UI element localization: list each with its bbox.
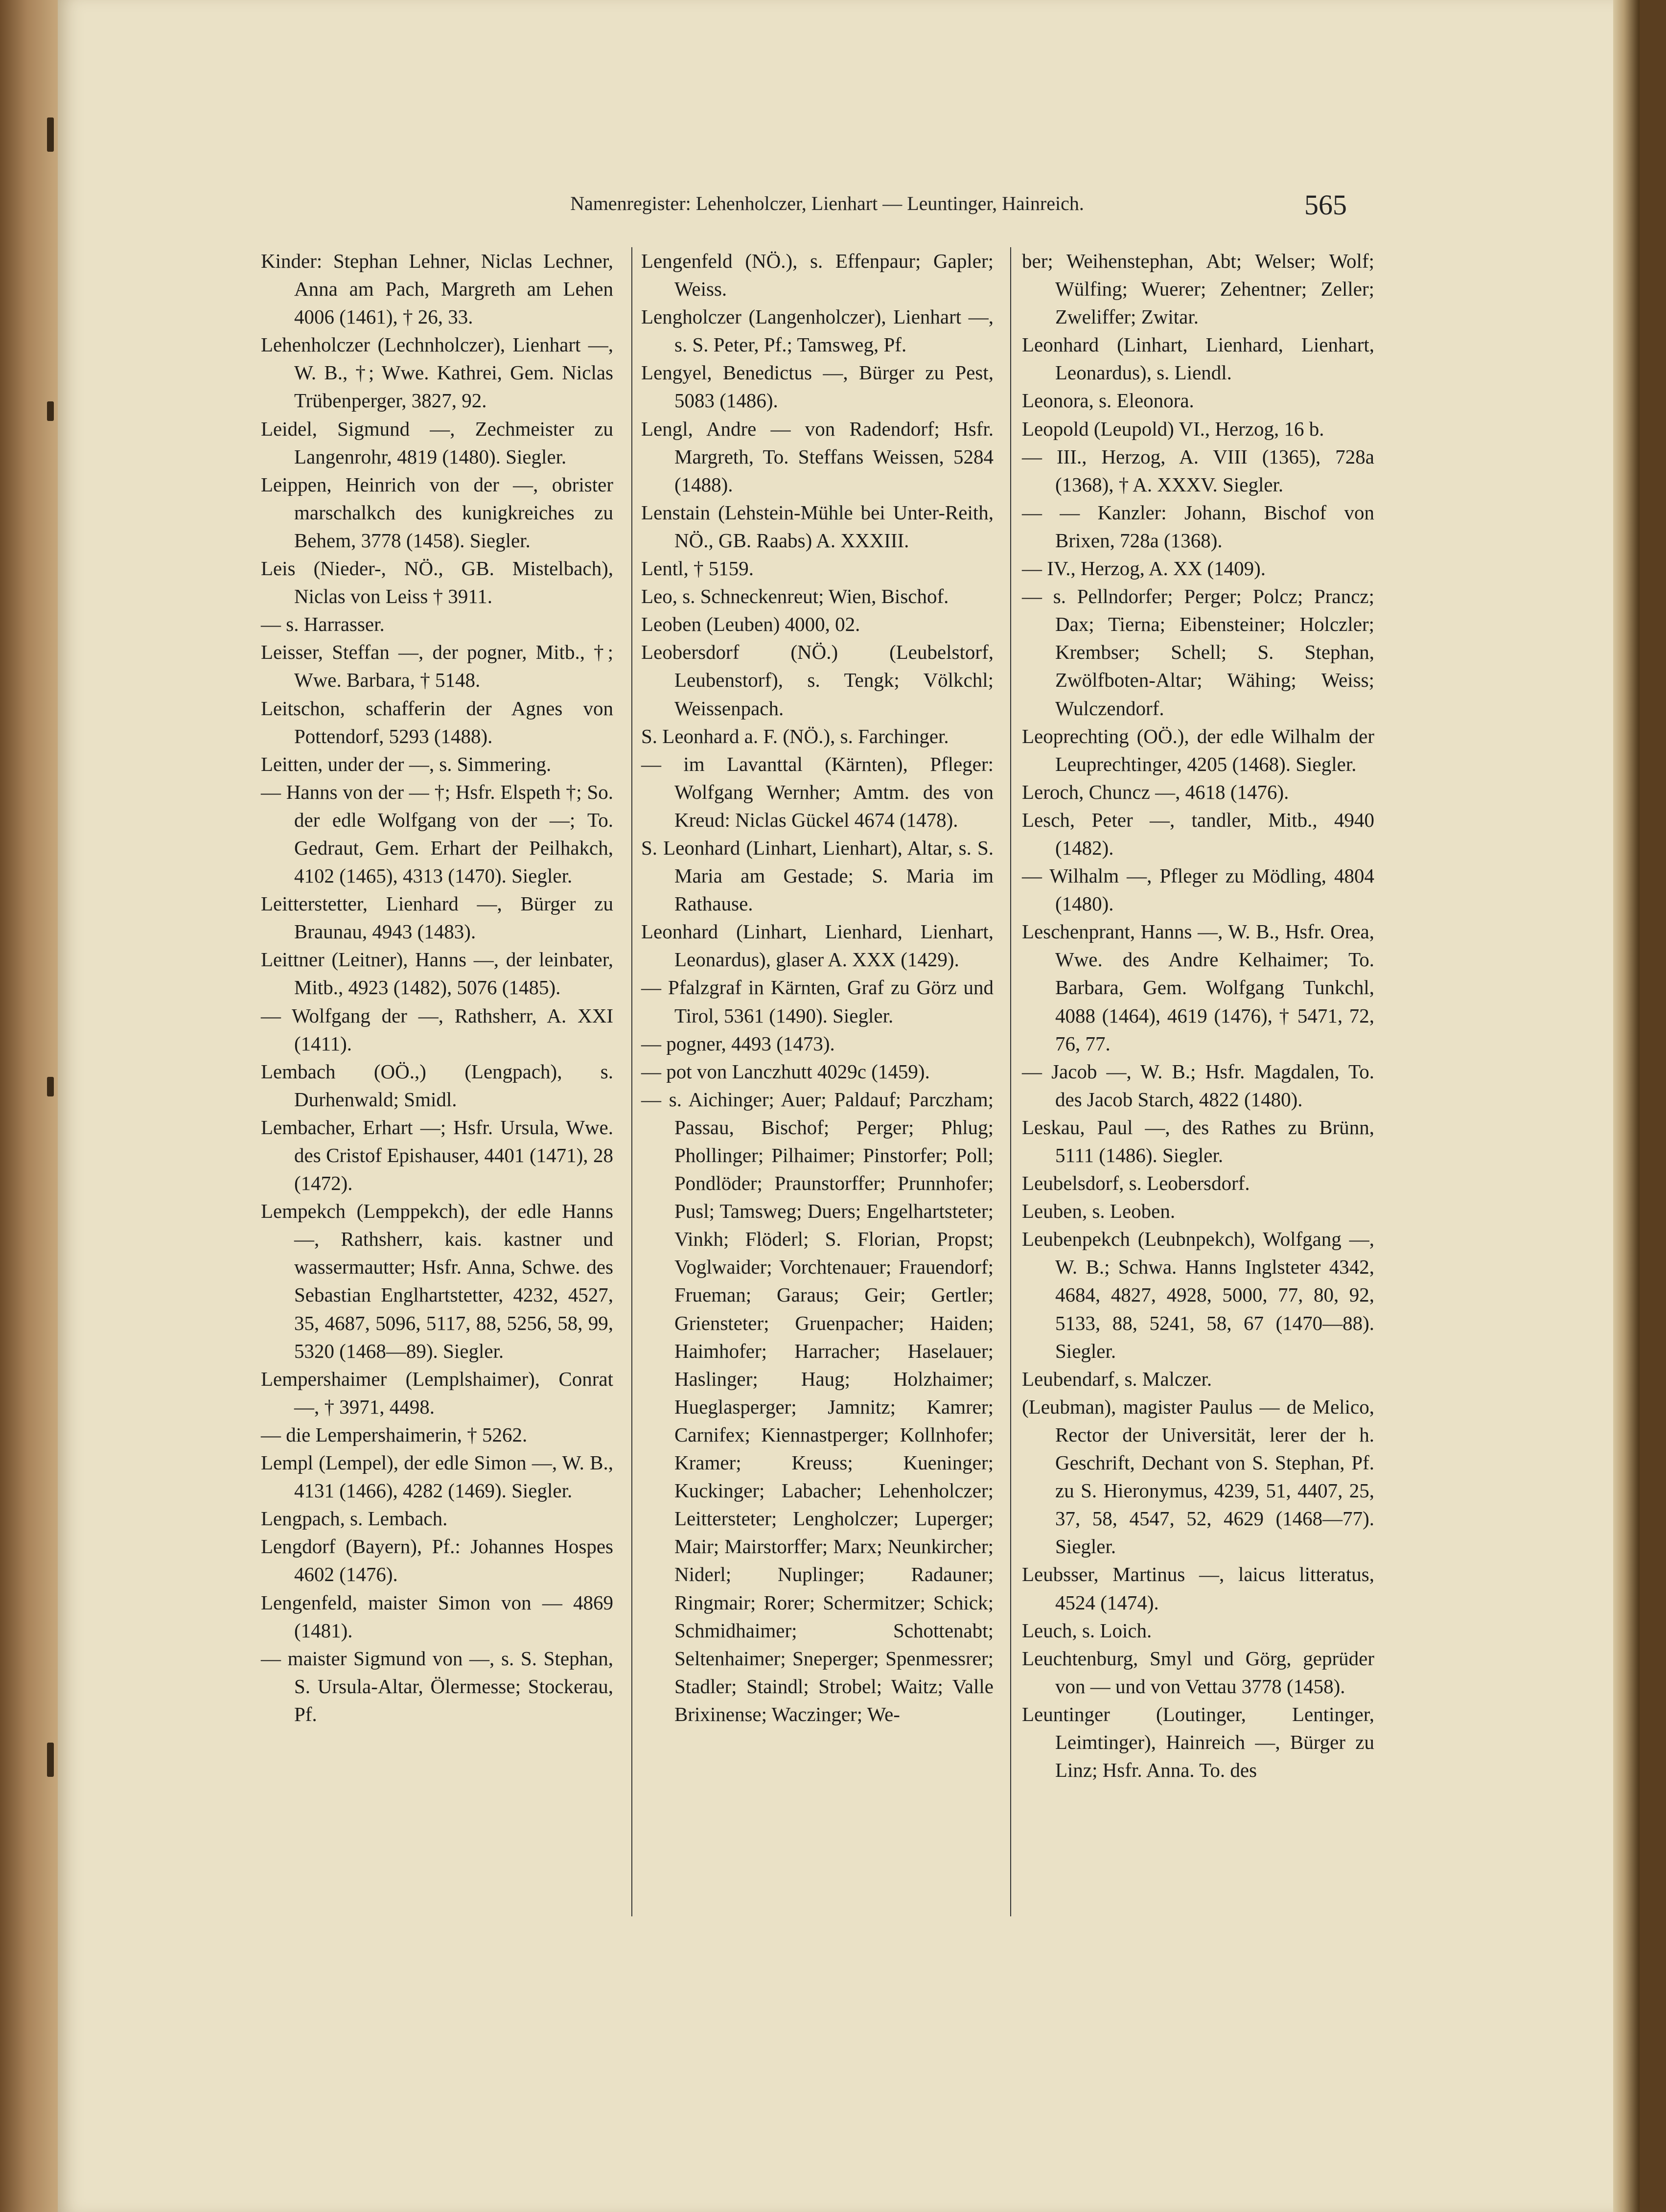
- index-entry: Leschenprant, Hanns —, W. B., Hsfr. Orea, Wwe. des Andre Kelhaimer; To. Barbara, Gem. Wolfgang Tunkchl, 4088 (1464), 4619 (1476), † 5471, 72, 76, 77.: [1022, 920, 1374, 1055]
- index-entry: Lempekch (Lemppekch), der edle Hanns —, Rathsherr, kais. kastner und wassermautter; Hsfr. Anna, Schwe. des Sebastian Englhartstetter, 4232, 4527, 35, 4687, 5096, 5117, 88, 5256, 58, 99, 5320 (1468—89). Siegler.: [261, 1200, 613, 1362]
- index-entry: — Wolfgang der —, Rathsherr, A. XXI (1411).: [261, 1004, 613, 1055]
- index-entry: Lengyel, Benedictus —, Bürger zu Pest, 5083 (1486).: [641, 361, 994, 412]
- index-entry: Lengenfeld (NÖ.), s. Effenpaur; Gapler; Weiss.: [641, 250, 994, 301]
- index-entry: Leubelsdorf, s. Leobersdorf.: [1022, 1172, 1250, 1195]
- index-entry: Leis (Nieder-, NÖ., GB. Mistelbach), Niclas von Leiss † 3911.: [261, 557, 613, 608]
- index-entry: — pogner, 4493 (1473).: [641, 1032, 835, 1055]
- index-entry: Leitschon, schafferin der Agnes von Pottendorf, 5293 (1488).: [261, 697, 613, 747]
- index-entry: S. Leonhard (Linhart, Lienhart), Altar, s. S. Maria am Gestade; S. Maria im Rathause.: [641, 836, 994, 915]
- index-entry: — die Lempershaimerin, † 5262.: [261, 1423, 528, 1446]
- index-entry: Leidel, Sigmund —, Zechmeister zu Langenrohr, 4819 (1480). Siegler.: [261, 417, 613, 468]
- page-number: 565: [1304, 189, 1347, 221]
- index-entry: S. Leonhard a. F. (NÖ.), s. Farchinger.: [641, 724, 949, 747]
- index-entry: Leuch, s. Loich.: [1022, 1619, 1152, 1642]
- index-entry: — s. Aichinger; Auer; Paldauf; Parczham; Passau, Bischof; Perger; Phlug; Phollinger; Pilhaimer; Pinstorfer; Poll; Pondlöder; Praunstorffer; Prunnhofer; Pusl; Tamsweg; Duers; Engelhartsteter; Vinkh; Flöderl; S. Florian, Propst; Voglwaider; Vorchtenauer; Frauendorf; Frueman; Garaus; Geir; Gertler; Griensteter; Gruenpacher; Haiden; Haimhofer; Harracher; Haselauer; Haslinger; Haug; Holzhaimer; Hueglasperger; Jamnitz; Kamrer; Carnifex; Kiennastperger; Kollnhofer; Kramer; Kreuss; Kueninger; Kuckinger; Labacher; Lehenholczer; Leittersteter; Lengholczer; Luperger; Mair; Mairstorffer; Marx; Neunkircher; Niderl; Nuplinger; Radauner; Ringmair; Rorer; Schermitzer; Schick; Schmidhaimer; Schottenabt; Seltenhaimer; Sneperger; Spenmessrer; Stadler; Staindl; Strobel; Waitz; Valle Brixinense; Waczinger; We-: [641, 1088, 994, 1725]
- index-entry: Leitterstetter, Lienhard —, Bürger zu Braunau, 4943 (1483).: [261, 892, 613, 943]
- index-entry: Lengdorf (Bayern), Pf.: Johannes Hospes 4602 (1476).: [261, 1535, 613, 1586]
- index-entry: Leuben, s. Leoben.: [1022, 1200, 1176, 1223]
- index-entry: Leskau, Paul —, des Rathes zu Brünn, 5111 (1486). Siegler.: [1022, 1116, 1374, 1166]
- column-rule: [631, 247, 632, 1916]
- index-entry: Leuntinger (Loutinger, Lentinger, Leimtinger), Hainreich —, Bürger zu Linz; Hsfr. Anna. To. des: [1022, 1702, 1374, 1782]
- index-entry: Leroch, Chuncz —, 4618 (1476).: [1022, 780, 1289, 803]
- index-entry: Leoprechting (OÖ.), der edle Wilhalm der Leuprechtinger, 4205 (1468). Siegler.: [1022, 724, 1374, 775]
- index-entry: Leobersdorf (NÖ.) (Leubelstorf, Leubenstorf), s. Tengk; Völkchl; Weissenpach.: [641, 641, 994, 720]
- index-entry: Lenstain (Lehstein-Mühle bei Unter-Reith, NÖ., GB. Raabs) A. XXXIII.: [641, 501, 994, 552]
- index-column-1: [261, 247, 613, 1728]
- margin-mark: [47, 1077, 54, 1096]
- index-entry: — Wilhalm —, Pfleger zu Mödling, 4804 (1480).: [1022, 864, 1374, 915]
- index-entry: Leonora, s. Eleonora.: [1022, 389, 1194, 412]
- index-entry: — maister Sigmund von —, s. S. Stephan, S. Ursula-Altar, Ölermesse; Stockerau, Pf.: [261, 1647, 613, 1725]
- index-entry: Leittner (Leitner), Hanns —, der leinbater, Mitb., 4923 (1482), 5076 (1485).: [261, 948, 613, 999]
- index-entry: — — Kanzler: Johann, Bischof von Brixen, 728a (1368).: [1022, 501, 1374, 552]
- index-entry: Lesch, Peter —, tandler, Mitb., 4940 (1482).: [1022, 808, 1374, 859]
- index-entry: Lembacher, Erhart —; Hsfr. Ursula, Wwe. des Cristof Epishauser, 4401 (1471), 28 (1472).: [261, 1116, 613, 1195]
- index-column-3: [1022, 247, 1374, 1784]
- index-entry: Leuchtenburg, Smyl und Görg, geprüder von — und von Vettau 3778 (1458).: [1022, 1647, 1374, 1698]
- index-entry: Leubendarf, s. Malczer.: [1022, 1367, 1212, 1390]
- index-entry: Leubenpekch (Leubnpekch), Wolfgang —, W. B.; Schwa. Hanns Inglsteter 4342, 4684, 4827, 4928, 5000, 77, 80, 92, 5133, 88, 5241, 58, 67 (1470—88). Siegler.: [1022, 1228, 1374, 1362]
- index-entry: — pot von Lanczhutt 4029c (1459).: [641, 1060, 930, 1083]
- index-entry: — im Lavanttal (Kärnten), Pfleger: Wolfgang Wernher; Amtm. des von Kreud: Niclas Gückel 4674 (1478).: [641, 752, 994, 831]
- index-entry: Lengpach, s. Lembach.: [261, 1507, 448, 1530]
- index-entry: Leoben (Leuben) 4000, 02.: [641, 613, 860, 636]
- index-entry: Leonhard (Linhart, Lienhard, Lienhart, Leonardus), glaser A. XXX (1429).: [641, 920, 994, 971]
- index-entry: — IV., Herzog, A. XX (1409).: [1022, 557, 1266, 580]
- index-entry: — s. Pellndorfer; Perger; Polcz; Prancz; Dax; Tierna; Eibensteiner; Holczler; Krembser; Schell; S. Stephan, Zwölfboten-Altar; Wähing; Weiss; Wulczendorf.: [1022, 585, 1374, 720]
- page-edge: [1613, 0, 1640, 2212]
- index-entry: Lehenholczer (Lechnholczer), Lienhart —, W. B., †; Wwe. Kathrei, Gem. Niclas Trübenperger, 3827, 92.: [261, 333, 613, 412]
- index-entry: — Pfalzgraf in Kärnten, Graf zu Görz und Tirol, 5361 (1490). Siegler.: [641, 976, 994, 1027]
- index-entry: Lembach (OÖ.,) (Lengpach), s. Durhenwald; Smidl.: [261, 1060, 613, 1111]
- index-entry: Lengholczer (Langenholczer), Lienhart —, s. S. Peter, Pf.; Tamsweg, Pf.: [641, 305, 994, 356]
- index-entry: Lengenfeld, maister Simon von — 4869 (1481).: [261, 1591, 613, 1642]
- margin-mark: [47, 117, 54, 152]
- index-entry: Lempershaimer (Lemplshaimer), Conrat —, † 3971, 4498.: [261, 1367, 613, 1418]
- index-entry: Leisser, Steffan —, der pogner, Mitb., †; Wwe. Barbara, † 5148.: [261, 641, 613, 692]
- margin-mark: [47, 1743, 54, 1777]
- index-entry: Leopold (Leupold) VI., Herzog, 16 b.: [1022, 417, 1324, 440]
- book-gutter: [0, 0, 61, 2212]
- index-entry: — Hanns von der — †; Hsfr. Elspeth †; So. der edle Wolfgang von der —; To. Gedraut, Gem. Erhart der Peilhakch, 4102 (1465), 4313 (1470). Siegler.: [261, 780, 613, 887]
- index-entry: Kinder: Stephan Lehner, Niclas Lechner, Anna am Pach, Margreth am Lehen 4006 (1461), † 26, 33.: [261, 250, 613, 328]
- index-column-2: [641, 247, 994, 1728]
- running-head: Namenregister: Lehenholczer, Lienhart — Leuntinger, Hainreich.: [570, 192, 1084, 214]
- index-entry: — III., Herzog, A. VIII (1365), 728a (1368), † A. XXXV. Siegler.: [1022, 445, 1374, 496]
- index-entry: (Leubman), magister Paulus — de Melico, Rector der Universität, lerer der h. Geschrift, Dechant von S. Stephan, Pf. zu S. Hieronymus, 4239, 51, 4407, 25, 37, 58, 4547, 52, 4629 (1468—77). Siegler.: [1022, 1395, 1374, 1558]
- index-entry: Lentl, † 5159.: [641, 557, 754, 580]
- column-rule: [1010, 247, 1011, 1916]
- index-entry: Leonhard (Linhart, Lienhard, Lienhart, Leonardus), s. Liendl.: [1022, 333, 1374, 384]
- index-entry: Lempl (Lempel), der edle Simon —, W. B., 4131 (1466), 4282 (1469). Siegler.: [261, 1451, 613, 1502]
- index-entry: — s. Harrasser.: [261, 613, 385, 636]
- index-entry: Leo, s. Schneckenreut; Wien, Bischof.: [641, 585, 949, 608]
- margin-mark: [47, 401, 54, 421]
- index-entry: Leippen, Heinrich von der —, obrister marschalkch des kunigkreiches zu Behem, 3778 (1458). Siegler.: [261, 473, 613, 552]
- index-entry: — Jacob —, W. B.; Hsfr. Magdalen, To. des Jacob Starch, 4822 (1480).: [1022, 1060, 1374, 1111]
- index-entry: Leubsser, Martinus —, laicus litteratus, 4524 (1474).: [1022, 1563, 1374, 1614]
- index-entry: Lengl, Andre — von Radendorf; Hsfr. Margreth, To. Steffans Weissen, 5284 (1488).: [641, 417, 994, 496]
- index-entry: ber; Weihenstephan, Abt; Welser; Wolf; Wülfing; Wuerer; Zehentner; Zeller; Zweliffer; Zwitar.: [1022, 250, 1374, 328]
- index-entry: Leitten, under der —, s. Simmering.: [261, 752, 552, 775]
